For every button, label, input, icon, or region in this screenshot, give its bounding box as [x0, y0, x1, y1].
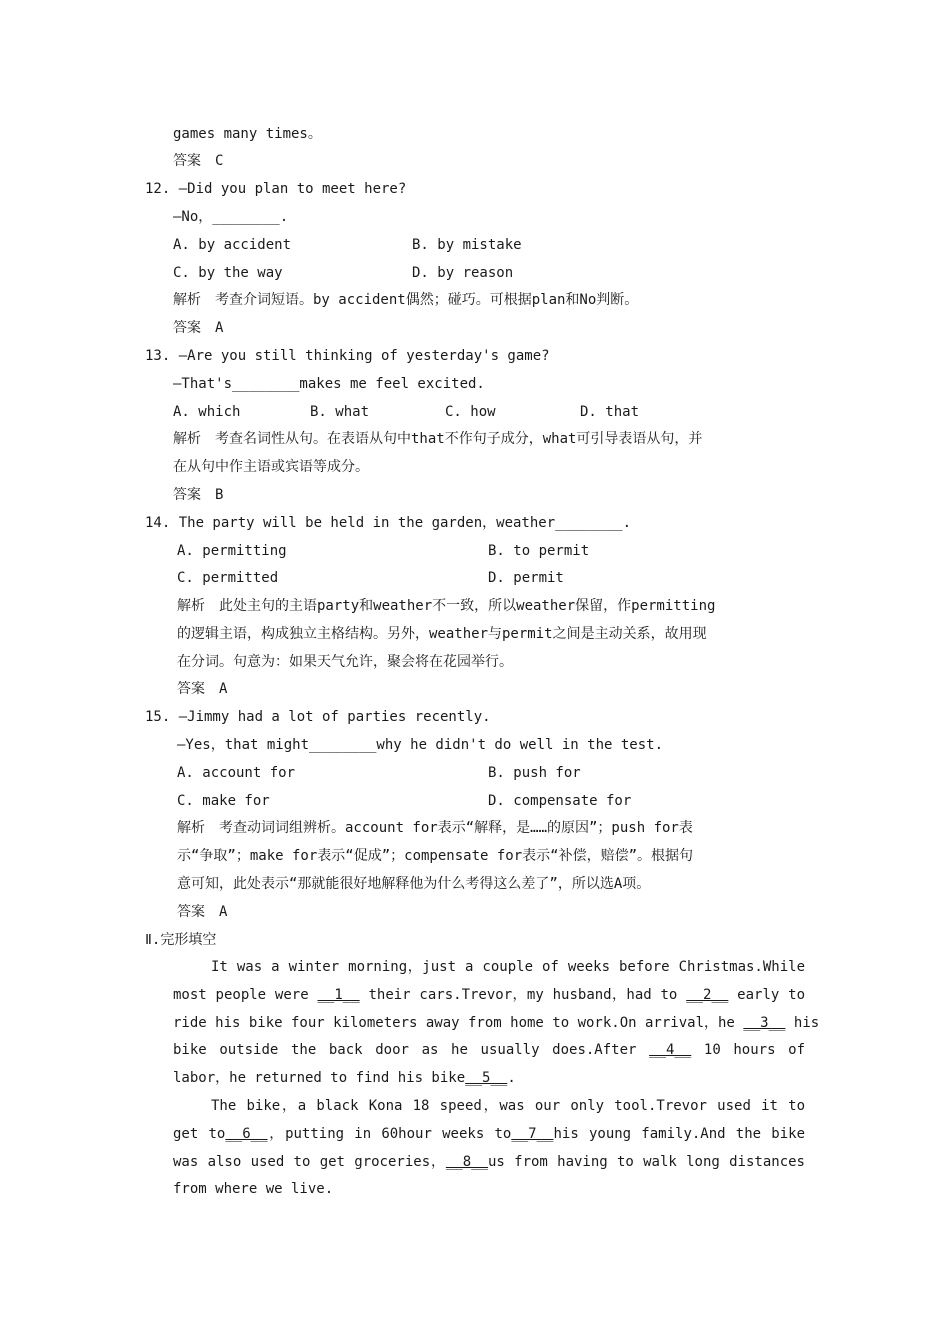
cloze-text: most people were [173, 987, 309, 1003]
cloze-paragraph-2-line-1: The bike，a black Kona 18 speed，was our only tool.Trevor used it to [211, 1098, 805, 1114]
cloze-paragraph-2-line-2 [173, 1124, 805, 1144]
q13-answer: 答案 B [173, 487, 224, 503]
q15-analysis-line-3: 意可知，此处表示“那就能很好地解释他为什么考得这么差了”，所以选A项。 [177, 876, 651, 892]
q13-option-b: B. what [310, 404, 370, 420]
q13-analysis-line-2: 在从句中作主语或宾语等成分。 [173, 459, 369, 475]
q14-analysis-line-2: 的逻辑主语，构成独立主格结构。另外，weather与permit之间是主动关系，故用现 [177, 626, 707, 642]
cloze-text: bike outside the back door as he usually does.After [173, 1042, 637, 1058]
q15-option-c: C. make for [177, 793, 270, 809]
cloze-text: his young family.And the bike [553, 1126, 805, 1142]
q14-analysis-line-1: 解析 此处主句的主语party和weather不一致，所以weather保留，作permitting [177, 598, 716, 614]
prev-question-tail: games many times。 [173, 126, 322, 142]
cloze-blank-3: __3__ [743, 1015, 786, 1031]
q12-stem: 12. —Did you plan to meet here? [145, 181, 407, 197]
q14-answer: 答案 A [177, 681, 228, 697]
cloze-text: was also used to get groceries， [173, 1154, 446, 1170]
q14-analysis-line-3: 在分词。句意为：如果天气允许，聚会将在花园举行。 [177, 654, 513, 670]
q13-reply: —That's________makes me feel excited. [173, 376, 485, 392]
q13-option-c: C. how [445, 404, 496, 420]
cloze-blank-1: __1__ [317, 987, 360, 1003]
cloze-blank-7: __7__ [511, 1126, 554, 1142]
q15-option-b: B. push for [488, 765, 581, 781]
cloze-text: 10 hours of [703, 1042, 806, 1058]
q15-option-d: D. compensate for [488, 793, 632, 809]
q14-option-a: A. permitting [177, 543, 287, 559]
cloze-blank-8: __8__ [445, 1154, 488, 1170]
q14-option-d: D. permit [488, 570, 564, 586]
cloze-text: us from having to walk long distances [488, 1154, 805, 1170]
q12-reply: —No，________. [173, 209, 289, 225]
prev-answer: 答案 C [173, 153, 224, 169]
q12-option-d: D. by reason [412, 265, 514, 281]
q12-option-c: C. by the way [173, 265, 283, 281]
q15-option-a: A. account for [177, 765, 296, 781]
cloze-text: get to [173, 1126, 226, 1142]
q14-option-b: B. to permit [488, 543, 590, 559]
q12-answer: 答案 A [173, 320, 224, 336]
cloze-paragraph-1-line-3 [173, 1013, 820, 1033]
cloze-text: early to [737, 987, 805, 1003]
cloze-text: ride his bike four kilometers away from home to work.On arrival，he [173, 1015, 735, 1031]
q13-option-a: A. which [173, 404, 241, 420]
q15-reply: —Yes，that might________why he didn't do well in the test. [177, 737, 664, 753]
cloze-text: . [507, 1070, 516, 1086]
cloze-text: their cars.Trevor，my husband，had to [368, 987, 678, 1003]
cloze-text: labor，he returned to find his bike [173, 1070, 466, 1086]
q12-option-a: A. by accident [173, 237, 292, 253]
cloze-paragraph-1-line-1: It was a winter morning，just a couple of weeks before Christmas.While [211, 959, 805, 975]
q12-analysis: 解析 考查介词短语。by accident偶然；碰巧。可根据plan和No判断。 [173, 292, 639, 308]
q14-stem: 14. The party will be held in the garden，weather________. [145, 515, 632, 531]
q13-option-d: D. that [580, 404, 640, 420]
q15-stem: 15. —Jimmy had a lot of parties recently. [145, 709, 491, 725]
q15-answer: 答案 A [177, 904, 228, 920]
cloze-paragraph-1-line-2 [173, 985, 805, 1005]
cloze-text: his [793, 1015, 820, 1031]
cloze-paragraph-2-line-3 [173, 1152, 805, 1172]
cloze-paragraph-1-line-5 [173, 1068, 516, 1088]
q15-analysis-line-2: 示“争取”；make for表示“促成”；compensate for表示“补偿，赔偿”。根据句 [177, 848, 694, 864]
section-heading: Ⅱ.完形填空 [145, 932, 217, 948]
cloze-blank-5: __5__ [465, 1070, 508, 1086]
cloze-blank-4: __4__ [649, 1042, 692, 1058]
cloze-paragraph-1-line-4 [173, 1040, 805, 1060]
cloze-blank-2: __2__ [686, 987, 729, 1003]
q13-stem: 13. —Are you still thinking of yesterday's game? [145, 348, 550, 364]
q13-analysis-line-1: 解析 考查名词性从句。在表语从句中that不作句子成分，what可引导表语从句，并 [173, 431, 703, 447]
q12-option-b: B. by mistake [412, 237, 522, 253]
q14-option-c: C. permitted [177, 570, 279, 586]
q15-analysis-line-1: 解析 考查动词词组辨析。account for表示“解释，是……的原因”；push for表 [177, 820, 693, 836]
cloze-text: ，putting in 60hour weeks to [267, 1126, 512, 1142]
cloze-paragraph-2-line-4: from where we live. [173, 1181, 334, 1197]
cloze-blank-6: __6__ [225, 1126, 268, 1142]
